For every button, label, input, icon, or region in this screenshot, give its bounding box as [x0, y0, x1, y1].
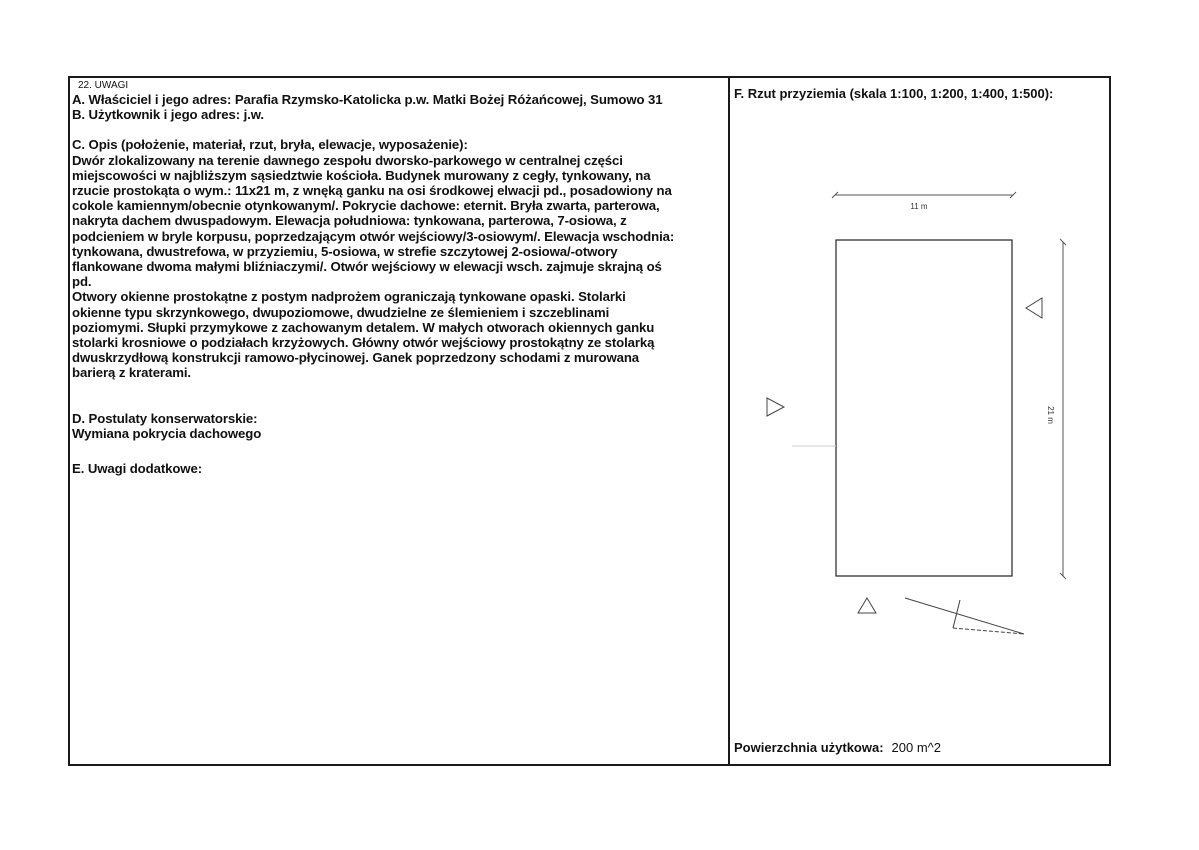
- description-line: flankowane dwoma małymi bliźniaczymi/. Otwór wejściowy w elewacji wsch. zajmuje skrajną oś: [72, 259, 662, 275]
- ground-plan-title: F. Rzut przyziemia (skala 1:100, 1:200, 1:400, 1:500):: [734, 86, 1054, 101]
- description-line: tynkowana, dwustrefowa, w przyziemiu, 5-osiowa, w strefie szczytowej 2-osiowa/-otwory: [72, 243, 618, 259]
- description-line: stolarki krosniowe o podziałach krzyżowych. Główny otwór wejściowy prostokątny ze stolarką: [72, 335, 655, 351]
- remarks-section: [72, 80, 732, 476]
- view-marker-south: [858, 598, 876, 613]
- view-marker-west: [767, 398, 784, 416]
- description-line: okienne typu skrzynkowego, dwupoziomowe, dwudzielne ze ślemieniem i szczeblinami: [72, 304, 610, 320]
- ground-plan-drawing: [730, 170, 1100, 650]
- conservation-text: Wymiana pokrycia dachowego: [72, 425, 262, 441]
- description-line: miejscowości w najbliższym sąsiedztwie kościoła. Budynek murowany z cegły, tynkowany, na: [72, 167, 651, 183]
- north-arrow: [905, 598, 1024, 634]
- section-22-label: 22. UWAGI: [78, 80, 129, 91]
- conservation-heading: D. Postulaty konserwatorskie:: [72, 410, 258, 426]
- owner-line: A. Właściciel i jego adres: Parafia Rzymsko-Katolicka p.w. Matki Bożej Różańcowej, Sumowo 31: [72, 92, 663, 107]
- description-line: rzucie prostokąta o wym.: 11x21 m, z wnęką ganku na osi środkowej elwacji pd., posadowiony na: [72, 183, 672, 199]
- usable-area-label: Powierzchnia użytkowa:: [734, 740, 884, 755]
- width-dimension-label: 11 m: [910, 202, 928, 211]
- description-line: dwuskrzydłową konstrukcji ramowo-płycinowej. Ganek poprzedzony schodami z murowana: [72, 350, 640, 366]
- description-line: pd.: [72, 274, 92, 290]
- description-line: podcieniem w bryle korpusu, poprzedzającym otwór wejściowy/3-osiowym/. Elewacja wschodnia:: [72, 228, 675, 244]
- description-line: cokole kamiennym/obecnie otynkowanym/. Pokrycie dachowe: eternit. Bryła zwarta, parterowa,: [72, 198, 660, 214]
- description-line: Otwory okienne prostokątne z postym nadprożem ograniczają tynkowane opaski. Stolarki: [72, 289, 626, 305]
- usable-area: [734, 740, 941, 755]
- description-line: Dwór zlokalizowany na terenie dawnego zespołu dworsko-parkowego w centralnej części: [72, 152, 623, 168]
- description-heading: C. Opis (położenie, materiał, rzut, bryła, elewacje, wyposażenie):: [72, 137, 468, 153]
- description-line: barierą z kraterami.: [72, 365, 191, 381]
- user-line: B. Użytkownik i jego adres: j.w.: [72, 107, 264, 123]
- description-line: poziomymi. Słupki przymykowe z zachowanym detalem. W małych otworach okiennych ganku: [72, 319, 655, 335]
- usable-area-value: 200 m^2: [891, 740, 942, 755]
- additional-remarks-heading: E. Uwagi dodatkowe:: [72, 461, 202, 477]
- view-marker-east: [1026, 298, 1042, 318]
- description-line: nakryta dachem dwuspadowym. Elewacja południowa: tynkowana, parterowa, 7-osiowa, z: [72, 213, 627, 229]
- length-dimension-label: 21 m: [1046, 406, 1055, 424]
- building-outline: [836, 240, 1012, 576]
